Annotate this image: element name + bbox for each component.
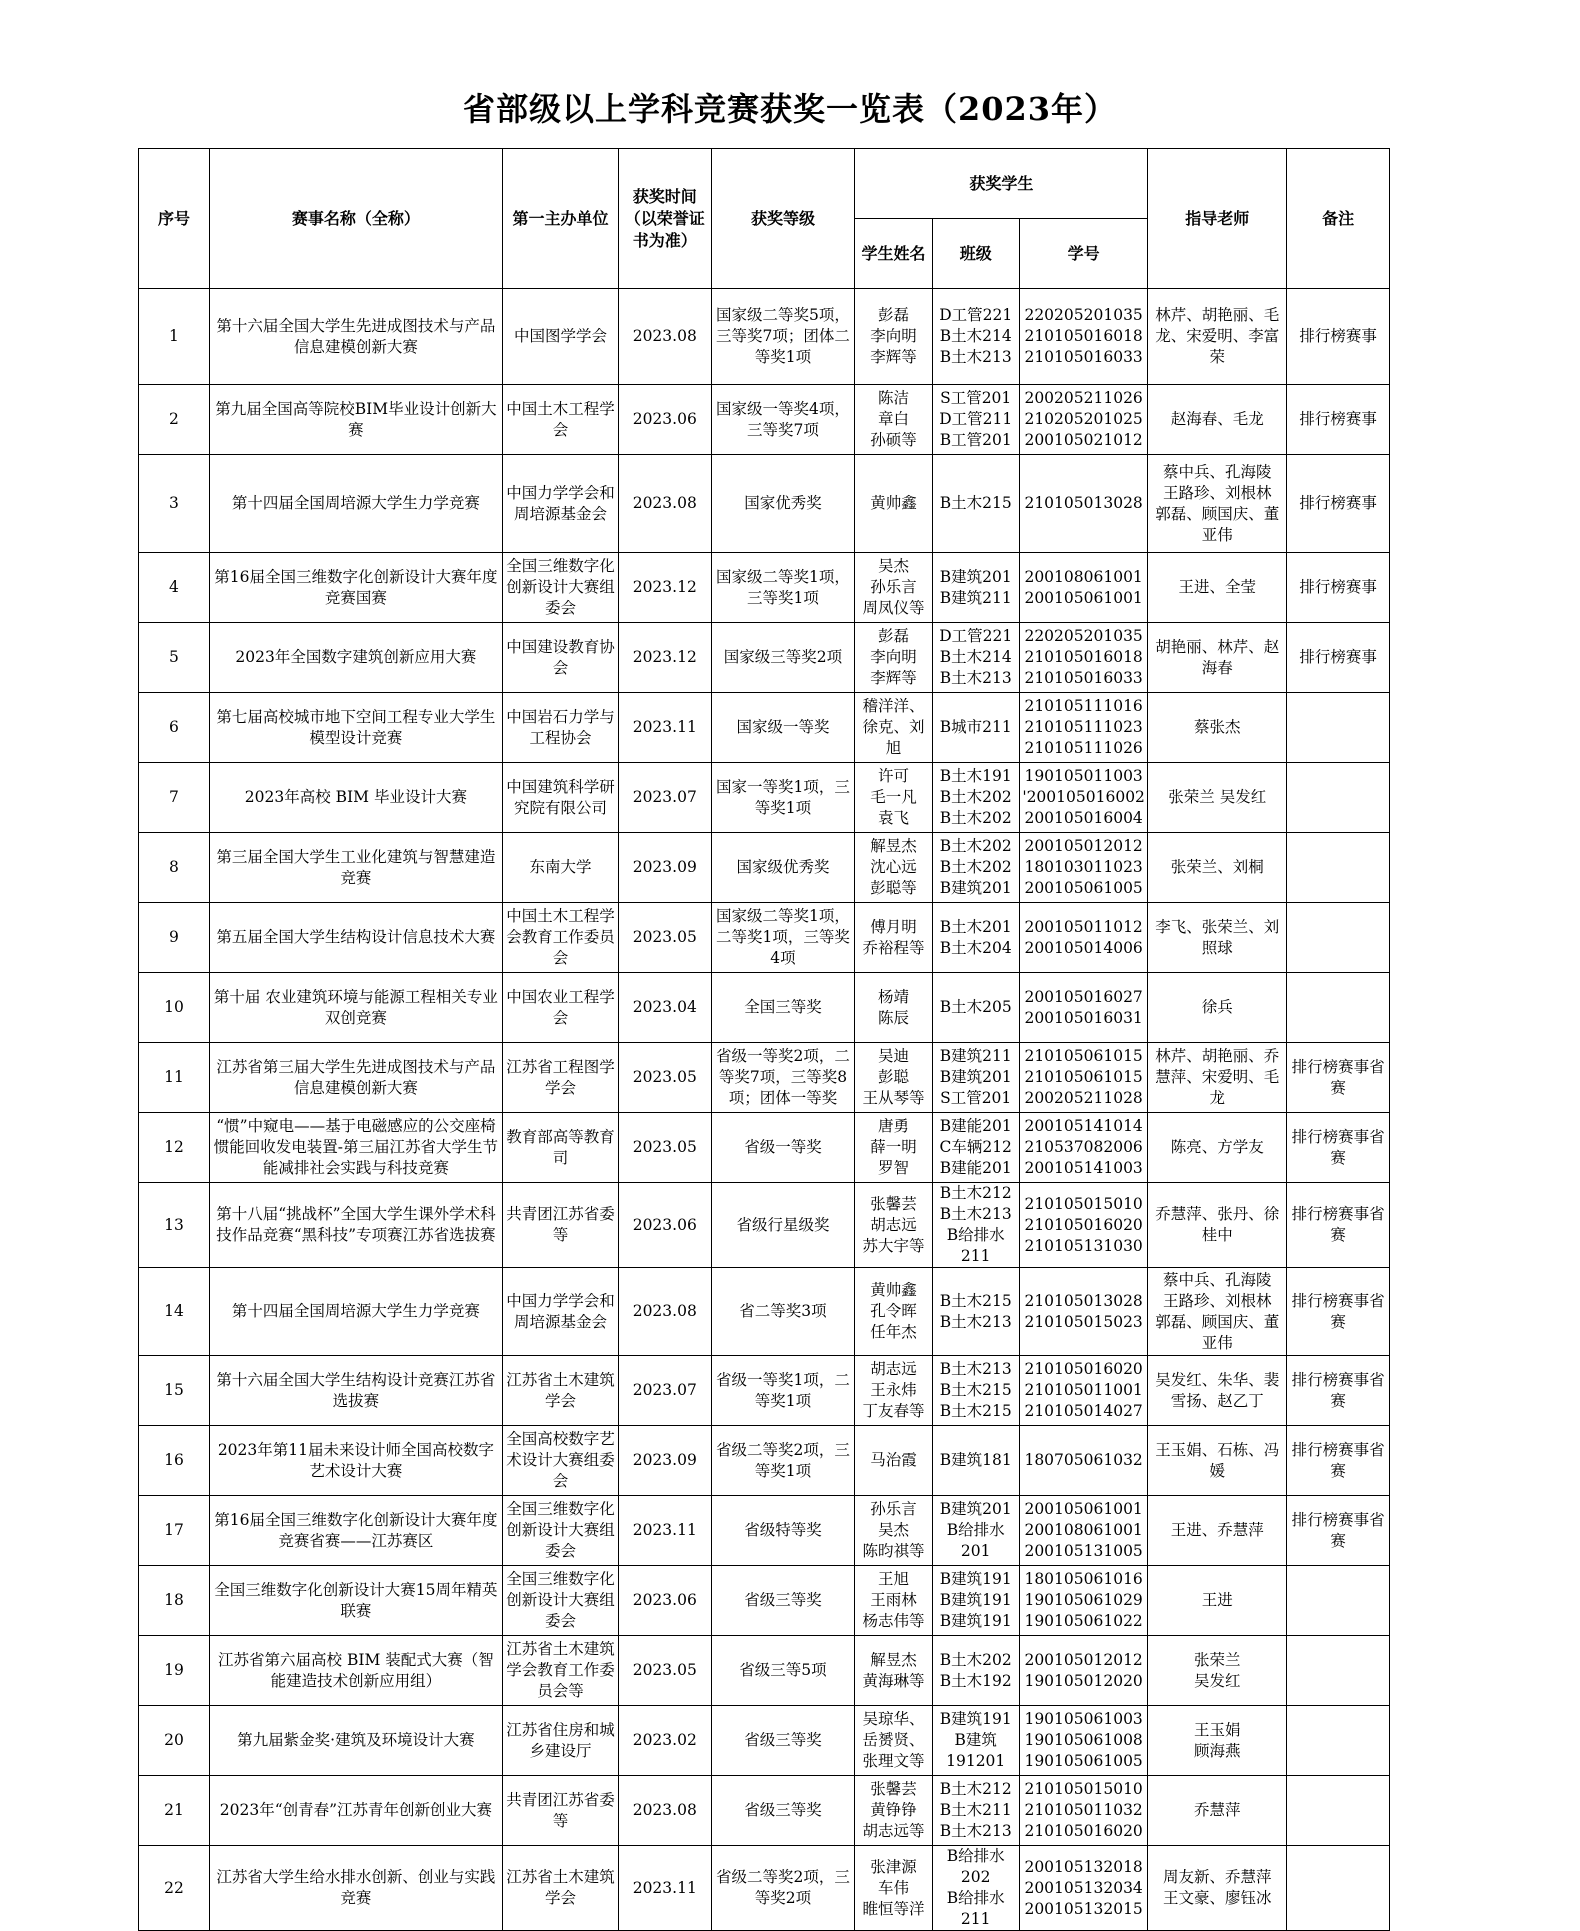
cell-classes: B土木215: [932, 455, 1019, 553]
cell-level: 省级三等5项: [711, 1636, 855, 1706]
cell-level: 国家级三等奖2项: [711, 623, 855, 693]
cell-classes: B建能201 C车辆212 B建能201: [932, 1113, 1019, 1183]
cell-classes: B建筑191 B建筑191201: [932, 1706, 1019, 1776]
cell-name: 江苏省第六届高校 BIM 装配式大赛（智能建造技术创新应用组）: [209, 1636, 502, 1706]
cell-time: 2023.09: [619, 833, 712, 903]
cell-org: 中国土木工程学会教育工作委员会: [502, 903, 618, 973]
cell-student-names: 吴杰 孙乐言 周凤仪等: [855, 553, 932, 623]
cell-org: 中国土木工程学会: [502, 385, 618, 455]
cell-classes: B土木191 B土木202 B土木202: [932, 763, 1019, 833]
table-row: [139, 623, 1390, 693]
cell-seq: 19: [139, 1636, 210, 1706]
cell-classes: B建筑201 B给排水201: [932, 1496, 1019, 1566]
cell-org: 江苏省土木建筑学会: [502, 1356, 618, 1426]
cell-seq: 10: [139, 973, 210, 1043]
cell-note: 排行榜赛事省赛: [1287, 1183, 1390, 1268]
cell-seq: 20: [139, 1706, 210, 1776]
cell-time: 2023.11: [619, 1846, 712, 1931]
cell-student-names: 吴琼华、岳赟贤、张理文等: [855, 1706, 932, 1776]
cell-org: 全国三维数字化创新设计大赛组委会: [502, 553, 618, 623]
cell-time: 2023.08: [619, 289, 712, 385]
cell-note: 排行榜赛事: [1287, 553, 1390, 623]
cell-org: 共青团江苏省委等: [502, 1183, 618, 1268]
cell-student-names: 彭磊 李向明 李辉等: [855, 623, 932, 693]
cell-student-names: 唐勇 薛一明 罗智: [855, 1113, 932, 1183]
cell-teachers: 乔慧萍、张丹、徐桂中: [1148, 1183, 1287, 1268]
cell-note: [1287, 1776, 1390, 1846]
cell-student-ids: 210105013028: [1019, 455, 1148, 553]
cell-note: 排行榜赛事省赛: [1287, 1496, 1390, 1566]
cell-student-names: 傅月明 乔裕程等: [855, 903, 932, 973]
cell-student-names: 黄帅鑫: [855, 455, 932, 553]
cell-classes: B土木213 B土木215 B土木215: [932, 1356, 1019, 1426]
cell-name: 全国三维数字化创新设计大赛15周年精英联赛: [209, 1566, 502, 1636]
cell-org: 中国图学学会: [502, 289, 618, 385]
table-body: [139, 289, 1390, 1931]
cell-time: 2023.11: [619, 693, 712, 763]
cell-org: 中国力学学会和周培源基金会: [502, 1268, 618, 1356]
cell-classes: B土木212 B土木211 B土木213: [932, 1776, 1019, 1846]
cell-student-ids: 200105012012 180103011023 200105061005: [1019, 833, 1148, 903]
awards-table: [138, 148, 1390, 1931]
cell-seq: 16: [139, 1426, 210, 1496]
cell-classes: B土木202 B土木202 B建筑201: [932, 833, 1019, 903]
cell-org: 江苏省土木建筑学会: [502, 1846, 618, 1931]
cell-seq: 13: [139, 1183, 210, 1268]
table-row: [139, 289, 1390, 385]
cell-student-names: 杨靖 陈辰: [855, 973, 932, 1043]
cell-student-ids: 180705061032: [1019, 1426, 1148, 1496]
cell-student-names: 解昱杰 黄海琳等: [855, 1636, 932, 1706]
cell-note: 排行榜赛事: [1287, 455, 1390, 553]
cell-org: 全国三维数字化创新设计大赛组委会: [502, 1566, 618, 1636]
table-row: [139, 1706, 1390, 1776]
cell-time: 2023.02: [619, 1706, 712, 1776]
cell-seq: 11: [139, 1043, 210, 1113]
cell-name: “惯”中窥电——基于电磁感应的公交座椅惯能回收发电装置-第三届江苏省大学生节能减排社会实践与科技竞赛: [209, 1113, 502, 1183]
cell-student-ids: 200105061001 200108061001 200105131005: [1019, 1496, 1148, 1566]
cell-student-ids: 180105061016 190105061029 190105061022: [1019, 1566, 1148, 1636]
cell-note: [1287, 1636, 1390, 1706]
cell-teachers: 吴发红、朱华、裴雪扬、赵乙丁: [1148, 1356, 1287, 1426]
table-row: [139, 1113, 1390, 1183]
cell-level: 国家优秀奖: [711, 455, 855, 553]
cell-name: 第16届全国三维数字化创新设计大赛年度竞赛国赛: [209, 553, 502, 623]
cell-name: 第九届全国高等院校BIM毕业设计创新大赛: [209, 385, 502, 455]
cell-teachers: 李飞、张荣兰、刘照球: [1148, 903, 1287, 973]
cell-level: 省二等奖3项: [711, 1268, 855, 1356]
cell-note: 排行榜赛事省赛: [1287, 1356, 1390, 1426]
cell-student-names: 陈洁 章白 孙硕等: [855, 385, 932, 455]
cell-level: 省级行星级奖: [711, 1183, 855, 1268]
cell-note: 排行榜赛事省赛: [1287, 1043, 1390, 1113]
cell-student-names: 解昱杰 沈心远 彭聪等: [855, 833, 932, 903]
cell-time: 2023.04: [619, 973, 712, 1043]
cell-student-ids: 210105111016 210105111023 210105111026: [1019, 693, 1148, 763]
cell-name: 第十八届“挑战杯”全国大学生课外学术科技作品竞赛“黑科技”专项赛江苏省选拔赛: [209, 1183, 502, 1268]
cell-name: 第五届全国大学生结构设计信息技术大赛: [209, 903, 502, 973]
cell-org: 江苏省工程图学学会: [502, 1043, 618, 1113]
cell-classes: B给排水202 B给排水211: [932, 1846, 1019, 1931]
cell-name: 2023年高校 BIM 毕业设计大赛: [209, 763, 502, 833]
cell-student-ids: 220205201035 210105016018 210105016033: [1019, 289, 1148, 385]
cell-time: 2023.05: [619, 1043, 712, 1113]
cell-time: 2023.08: [619, 455, 712, 553]
cell-classes: B土木205: [932, 973, 1019, 1043]
cell-level: 国家级二等奖5项，三等奖7项；团体二等奖1项: [711, 289, 855, 385]
table-row: [139, 1356, 1390, 1426]
table-row: [139, 1183, 1390, 1268]
cell-level: 省级一等奖1项，二等奖1项: [711, 1356, 855, 1426]
cell-teachers: 张荣兰 吴发红: [1148, 1636, 1287, 1706]
cell-student-ids: 210105013028 210105015023: [1019, 1268, 1148, 1356]
cell-note: [1287, 833, 1390, 903]
cell-student-ids: 200205211026 210205201025 200105021012: [1019, 385, 1148, 455]
cell-seq: 9: [139, 903, 210, 973]
cell-name: 第十四届全国周培源大学生力学竞赛: [209, 1268, 502, 1356]
cell-student-ids: 200105016027 200105016031: [1019, 973, 1148, 1043]
cell-level: 省级二等奖2项，三等奖2项: [711, 1846, 855, 1931]
cell-level: 国家一等奖1项，三等奖1项: [711, 763, 855, 833]
cell-student-ids: 210105016020 210105011001 210105014027: [1019, 1356, 1148, 1426]
cell-org: 中国建设教育协会: [502, 623, 618, 693]
cell-classes: B建筑211 B建筑201 S工管201: [932, 1043, 1019, 1113]
cell-time: 2023.06: [619, 385, 712, 455]
cell-classes: B土木201 B土木204: [932, 903, 1019, 973]
cell-teachers: 王玉娟、石栋、冯媛: [1148, 1426, 1287, 1496]
table-row: [139, 1268, 1390, 1356]
cell-time: 2023.09: [619, 1426, 712, 1496]
cell-classes: B土木212 B土木213 B给排水211: [932, 1183, 1019, 1268]
cell-note: [1287, 693, 1390, 763]
page-title: 省部级以上学科竞赛获奖一览表（2023年）: [462, 90, 1118, 128]
header-student-name: 学生姓名: [855, 219, 932, 289]
cell-student-ids: 200105011012 200105014006: [1019, 903, 1148, 973]
cell-seq: 1: [139, 289, 210, 385]
cell-teachers: 蔡中兵、孔海陵 王路珍、刘根林 郭磊、顾国庆、董亚伟: [1148, 455, 1287, 553]
cell-level: 省级特等奖: [711, 1496, 855, 1566]
table-row: [139, 553, 1390, 623]
cell-time: 2023.11: [619, 1496, 712, 1566]
cell-name: 第十四届全国周培源大学生力学竞赛: [209, 455, 502, 553]
header-seq: 序号: [139, 149, 210, 289]
cell-teachers: 徐兵: [1148, 973, 1287, 1043]
cell-note: 排行榜赛事: [1287, 289, 1390, 385]
cell-seq: 8: [139, 833, 210, 903]
cell-teachers: 林芹、胡艳丽、毛龙、宋爱明、李富荣: [1148, 289, 1287, 385]
table-row: [139, 763, 1390, 833]
cell-seq: 15: [139, 1356, 210, 1426]
cell-note: 排行榜赛事: [1287, 623, 1390, 693]
cell-seq: 4: [139, 553, 210, 623]
cell-time: 2023.12: [619, 623, 712, 693]
cell-teachers: 胡艳丽、林芹、赵海春: [1148, 623, 1287, 693]
cell-time: 2023.08: [619, 1268, 712, 1356]
cell-student-names: 张津源 车伟 睢恒等洋: [855, 1846, 932, 1931]
cell-name: 第十六届全国大学生结构设计竞赛江苏省选拔赛: [209, 1356, 502, 1426]
cell-student-names: 孙乐言 吴杰 陈昀祺等: [855, 1496, 932, 1566]
cell-name: 第七届高校城市地下空间工程专业大学生模型设计竞赛: [209, 693, 502, 763]
cell-note: [1287, 973, 1390, 1043]
cell-note: [1287, 1566, 1390, 1636]
cell-seq: 7: [139, 763, 210, 833]
cell-classes: B建筑201 B建筑211: [932, 553, 1019, 623]
cell-student-ids: 210105015010 210105016020 210105131030: [1019, 1183, 1148, 1268]
table-row: [139, 1043, 1390, 1113]
cell-note: 排行榜赛事省赛: [1287, 1268, 1390, 1356]
cell-note: 排行榜赛事省赛: [1287, 1113, 1390, 1183]
cell-student-ids: 210105015010 210105011032 210105016020: [1019, 1776, 1148, 1846]
header-students: 获奖学生: [855, 149, 1148, 219]
header-name: 赛事名称（全称）: [209, 149, 502, 289]
cell-classes: D工管221 B土木214 B土木213: [932, 623, 1019, 693]
cell-org: 江苏省土木建筑学会教育工作委员会等: [502, 1636, 618, 1706]
cell-student-names: 张馨芸 黄铮铮 胡志远等: [855, 1776, 932, 1846]
cell-name: 2023年第11届未来设计师全国高校数字艺术设计大赛: [209, 1426, 502, 1496]
cell-student-names: 王旭 王雨林 杨志伟等: [855, 1566, 932, 1636]
cell-time: 2023.12: [619, 553, 712, 623]
table-row: [139, 455, 1390, 553]
cell-org: 全国三维数字化创新设计大赛组委会: [502, 1496, 618, 1566]
cell-student-ids: 190105061003 190105061008 190105061005: [1019, 1706, 1148, 1776]
cell-student-ids: 210105061015 210105061015 200205211028: [1019, 1043, 1148, 1113]
cell-level: 省级三等奖: [711, 1706, 855, 1776]
cell-seq: 12: [139, 1113, 210, 1183]
cell-teachers: 蔡中兵、孔海陵 王路珍、刘根林 郭磊、顾国庆、董亚伟: [1148, 1268, 1287, 1356]
cell-level: 省级三等奖: [711, 1566, 855, 1636]
cell-time: 2023.05: [619, 1636, 712, 1706]
table-row: [139, 1426, 1390, 1496]
cell-student-names: 胡志远 王永炜 丁友春等: [855, 1356, 932, 1426]
cell-seq: 2: [139, 385, 210, 455]
cell-teachers: 乔慧萍: [1148, 1776, 1287, 1846]
cell-seq: 22: [139, 1846, 210, 1931]
cell-level: 全国三等奖: [711, 973, 855, 1043]
cell-teachers: 林芹、胡艳丽、乔慧萍、宋爱明、毛龙: [1148, 1043, 1287, 1113]
cell-classes: B土木215 B土木213: [932, 1268, 1019, 1356]
cell-teachers: 王进、乔慧萍: [1148, 1496, 1287, 1566]
cell-name: 2023年全国数字建筑创新应用大赛: [209, 623, 502, 693]
cell-student-names: 黄帅鑫 孔令晖 任年杰: [855, 1268, 932, 1356]
cell-seq: 18: [139, 1566, 210, 1636]
cell-level: 国家级二等奖1项，二等奖1项，三等奖4项: [711, 903, 855, 973]
cell-name: 江苏省大学生给水排水创新、创业与实践竞赛: [209, 1846, 502, 1931]
header-id: 学号: [1019, 219, 1148, 289]
cell-classes: B建筑191 B建筑191 B建筑191: [932, 1566, 1019, 1636]
cell-student-names: 许可 毛一凡 袁飞: [855, 763, 932, 833]
cell-teachers: 王进: [1148, 1566, 1287, 1636]
cell-student-ids: 190105011003 '200105016002 200105016004: [1019, 763, 1148, 833]
header-teacher: 指导老师: [1148, 149, 1287, 289]
cell-level: 省级一等奖2项，二等奖7项，三等奖8项；团体一等奖: [711, 1043, 855, 1113]
table-row: [139, 1566, 1390, 1636]
cell-student-ids: 220205201035 210105016018 210105016033: [1019, 623, 1148, 693]
cell-teachers: 王进、全莹: [1148, 553, 1287, 623]
cell-level: 省级一等奖: [711, 1113, 855, 1183]
table-row: [139, 973, 1390, 1043]
cell-teachers: 张荣兰 吴发红: [1148, 763, 1287, 833]
cell-time: 2023.05: [619, 1113, 712, 1183]
cell-note: [1287, 903, 1390, 973]
cell-note: [1287, 763, 1390, 833]
cell-teachers: 赵海春、毛龙: [1148, 385, 1287, 455]
cell-org: 中国力学学会和周培源基金会: [502, 455, 618, 553]
cell-student-names: 吴迪 彭聪 王从琴等: [855, 1043, 932, 1113]
header-org: 第一主办单位: [502, 149, 618, 289]
cell-level: 省级三等奖: [711, 1776, 855, 1846]
cell-name: 2023年“创青春”江苏青年创新创业大赛: [209, 1776, 502, 1846]
cell-seq: 6: [139, 693, 210, 763]
table-row: [139, 693, 1390, 763]
table-row: [139, 903, 1390, 973]
cell-org: 共青团江苏省委等: [502, 1776, 618, 1846]
cell-student-ids: 200105132018 200105132034 200105132015: [1019, 1846, 1148, 1931]
cell-name: 第16届全国三维数字化创新设计大赛年度竞赛省赛——江苏赛区: [209, 1496, 502, 1566]
cell-teachers: 周友新、乔慧萍 王文豪、廖钰冰: [1148, 1846, 1287, 1931]
cell-name: 江苏省第三届大学生先进成图技术与产品信息建模创新大赛: [209, 1043, 502, 1113]
cell-student-names: 稽洋洋、徐克、刘旭: [855, 693, 932, 763]
cell-time: 2023.05: [619, 903, 712, 973]
cell-teachers: 陈亮、方学友: [1148, 1113, 1287, 1183]
cell-teachers: 蔡张杰: [1148, 693, 1287, 763]
cell-note: [1287, 1706, 1390, 1776]
cell-org: 全国高校数字艺术设计大赛组委会: [502, 1426, 618, 1496]
cell-name: 第十六届全国大学生先进成图技术与产品信息建模创新大赛: [209, 289, 502, 385]
cell-org: 教育部高等教育司: [502, 1113, 618, 1183]
cell-time: 2023.07: [619, 763, 712, 833]
table-row: [139, 385, 1390, 455]
cell-student-names: 马治霞: [855, 1426, 932, 1496]
cell-teachers: 王玉娟 顾海燕: [1148, 1706, 1287, 1776]
cell-classes: B建筑181: [932, 1426, 1019, 1496]
table-row: [139, 1496, 1390, 1566]
cell-org: 中国建筑科学研究院有限公司: [502, 763, 618, 833]
cell-org: 东南大学: [502, 833, 618, 903]
cell-org: 中国农业工程学会: [502, 973, 618, 1043]
header-note: 备注: [1287, 149, 1390, 289]
cell-org: 中国岩石力学与工程协会: [502, 693, 618, 763]
cell-student-names: 彭磊 李向明 李辉等: [855, 289, 932, 385]
cell-student-ids: 200105141014 210537082006 200105141003: [1019, 1113, 1148, 1183]
cell-teachers: 张荣兰、刘桐: [1148, 833, 1287, 903]
table-row: [139, 1776, 1390, 1846]
cell-classes: B城市211: [932, 693, 1019, 763]
cell-student-names: 张馨芸 胡志远 苏大宇等: [855, 1183, 932, 1268]
cell-student-ids: 200108061001 200105061001: [1019, 553, 1148, 623]
cell-seq: 14: [139, 1268, 210, 1356]
header-time: 获奖时间（以荣誉证书为准）: [619, 149, 712, 289]
header-class: 班级: [932, 219, 1019, 289]
table-row: [139, 833, 1390, 903]
cell-level: 国家级优秀奖: [711, 833, 855, 903]
cell-level: 省级二等奖2项，三等奖1项: [711, 1426, 855, 1496]
cell-time: 2023.06: [619, 1566, 712, 1636]
header-level: 获奖等级: [711, 149, 855, 289]
cell-seq: 5: [139, 623, 210, 693]
cell-name: 第十届 农业建筑环境与能源工程相关专业 双创竞赛: [209, 973, 502, 1043]
cell-time: 2023.07: [619, 1356, 712, 1426]
table-row: [139, 1846, 1390, 1931]
cell-classes: D工管221 B土木214 B土木213: [932, 289, 1019, 385]
cell-level: 国家级二等奖1项，三等奖1项: [711, 553, 855, 623]
cell-seq: 17: [139, 1496, 210, 1566]
cell-classes: B土木202 B土木192: [932, 1636, 1019, 1706]
cell-seq: 21: [139, 1776, 210, 1846]
cell-time: 2023.08: [619, 1776, 712, 1846]
cell-note: 排行榜赛事省赛: [1287, 1426, 1390, 1496]
cell-name: 第三届全国大学生工业化建筑与智慧建造竞赛: [209, 833, 502, 903]
cell-note: [1287, 1846, 1390, 1931]
cell-level: 国家级一等奖: [711, 693, 855, 763]
cell-org: 江苏省住房和城乡建设厅: [502, 1706, 618, 1776]
cell-level: 国家级一等奖4项，三等奖7项: [711, 385, 855, 455]
table-row: [139, 1636, 1390, 1706]
cell-student-ids: 200105012012 190105012020: [1019, 1636, 1148, 1706]
cell-classes: S工管201 D工管211 B工管201: [932, 385, 1019, 455]
cell-note: 排行榜赛事: [1287, 385, 1390, 455]
cell-time: 2023.06: [619, 1183, 712, 1268]
cell-name: 第九届紫金奖·建筑及环境设计大赛: [209, 1706, 502, 1776]
cell-seq: 3: [139, 455, 210, 553]
